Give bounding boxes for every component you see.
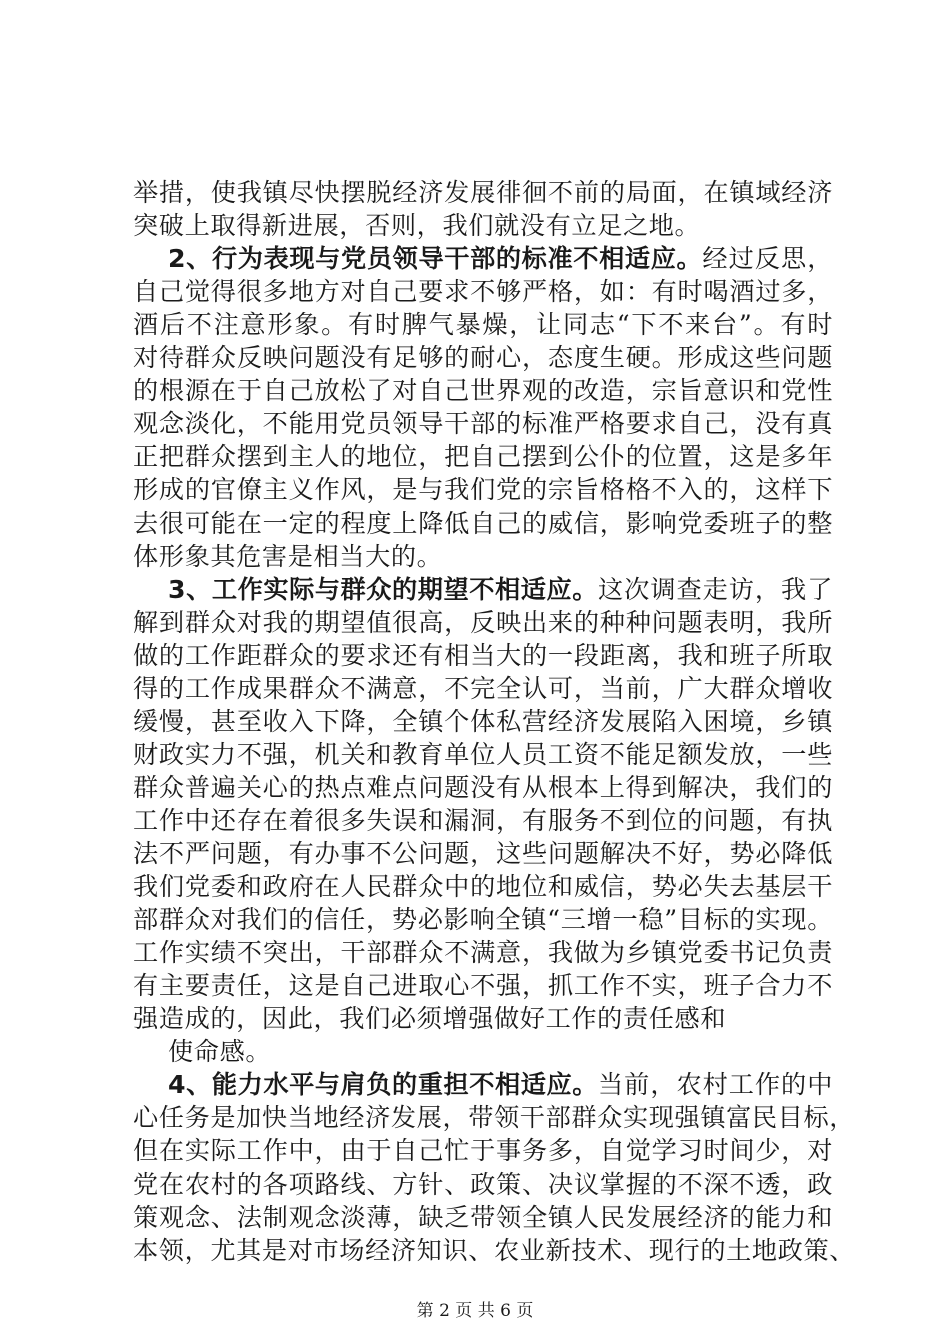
text-line: 自己觉得很多地方对自己要求不够严格，如：有时喝酒过多， bbox=[133, 277, 833, 307]
text-line: 正把群众摆到主人的地位，把自己摆到公仆的位置，这是多年 bbox=[133, 442, 833, 472]
text-line: 使命感。 bbox=[168, 1037, 272, 1067]
text-line: 但在实际工作中，由于自己忙于事务多，自觉学习时间少，对 bbox=[133, 1136, 833, 1166]
text-line: 得的工作成果群众不满意，不完全认可，当前，广大群众增收 bbox=[133, 673, 833, 703]
text-line: 我们党委和政府在人民群众中的地位和威信，势必失去基层干 bbox=[133, 872, 833, 902]
text-line: 体形象其危害是相当大的。 bbox=[133, 541, 443, 571]
text-line: 工作中还存在着很多失误和漏洞，有服务不到位的问题，有执 bbox=[133, 805, 833, 835]
text-line: 去很可能在一定的程度上降低自己的威信，影响党委班子的整 bbox=[133, 508, 833, 538]
section-4-line bbox=[168, 1068, 833, 1102]
section-2-line bbox=[168, 242, 833, 276]
section-2-heading: 2、行为表现与党员领导干部的标准不相适应。 bbox=[168, 244, 703, 274]
text-run: 经过反思， bbox=[702, 244, 834, 274]
text-line: 法不严问题，有办事不公问题，这些问题解决不好，势必降低 bbox=[133, 839, 833, 868]
text-line: 突破上取得新进展，否则，我们就没有立足之地。 bbox=[133, 211, 701, 241]
text-line: 本领，尤其是对市场经济知识、农业新技术、现行的土地政策、 bbox=[133, 1235, 856, 1265]
text-line: 部群众对我们的信任，势必影响全镇“三增一稳”目标的实现。 bbox=[133, 905, 833, 935]
text-line: 策观念、法制观念淡薄，缺乏带领全镇人民发展经济的能力和 bbox=[133, 1202, 833, 1232]
text-line: 酒后不注意形象。有时脾气暴燥，让同志“下不来台”。有时 bbox=[133, 310, 833, 340]
section-4-heading: 4、能力水平与肩负的重担不相适应。 bbox=[168, 1070, 599, 1100]
text-line: 工作实绩不突出，干部群众不满意，我做为乡镇党委书记负责 bbox=[133, 938, 833, 968]
text-line: 举措，使我镇尽快摆脱经济发展徘徊不前的局面，在镇域经济 bbox=[133, 178, 833, 207]
text-line: 对待群众反映问题没有足够的耐心，态度生硬。形成这些问题 bbox=[133, 343, 833, 373]
text-line: 解到群众对我的期望值很高，反映出来的种种问题表明，我所 bbox=[133, 607, 833, 637]
page-number: 第 2 页 共 6 页 bbox=[416, 1301, 534, 1321]
text-line: 强造成的，因此，我们必须增强做好工作的责任感和 bbox=[133, 1004, 727, 1034]
section-3-line bbox=[168, 573, 833, 607]
text-run: 当前，农村工作的中 bbox=[598, 1070, 833, 1100]
text-line: 党在农村的各项路线、方针、政策、决议掌握的不深不透，政 bbox=[133, 1169, 833, 1199]
text-line: 缓慢，甚至收入下降，全镇个体私营经济发展陷入困境，乡镇 bbox=[133, 706, 833, 736]
text-line: 心任务是加快当地经济发展，带领干部群众实现强镇富民目标， bbox=[133, 1103, 856, 1133]
text-line: 财政实力不强，机关和教育单位人员工资不能足额发放，一些 bbox=[133, 739, 833, 769]
text-line: 有主要责任，这是自己进取心不强，抓工作不实，班子合力不 bbox=[133, 971, 833, 1001]
text-line: 形成的官僚主义作风，是与我们党的宗旨格格不入的，这样下 bbox=[133, 475, 833, 505]
text-line: 观念淡化，不能用党员领导干部的标准严格要求自己，没有真 bbox=[133, 409, 833, 439]
text-line: 的根源在于自己放松了对自己世界观的改造，宗旨意识和党性 bbox=[133, 376, 833, 406]
text-line: 做的工作距群众的要求还有相当大的一段距离，我和班子所取 bbox=[133, 640, 833, 670]
text-run: 这次调查走访，我了 bbox=[598, 574, 833, 604]
text-line: 群众普遍关心的热点难点问题没有从根本上得到解决，我们的 bbox=[133, 772, 833, 802]
section-3-heading: 3、工作实际与群众的期望不相适应。 bbox=[168, 574, 599, 604]
